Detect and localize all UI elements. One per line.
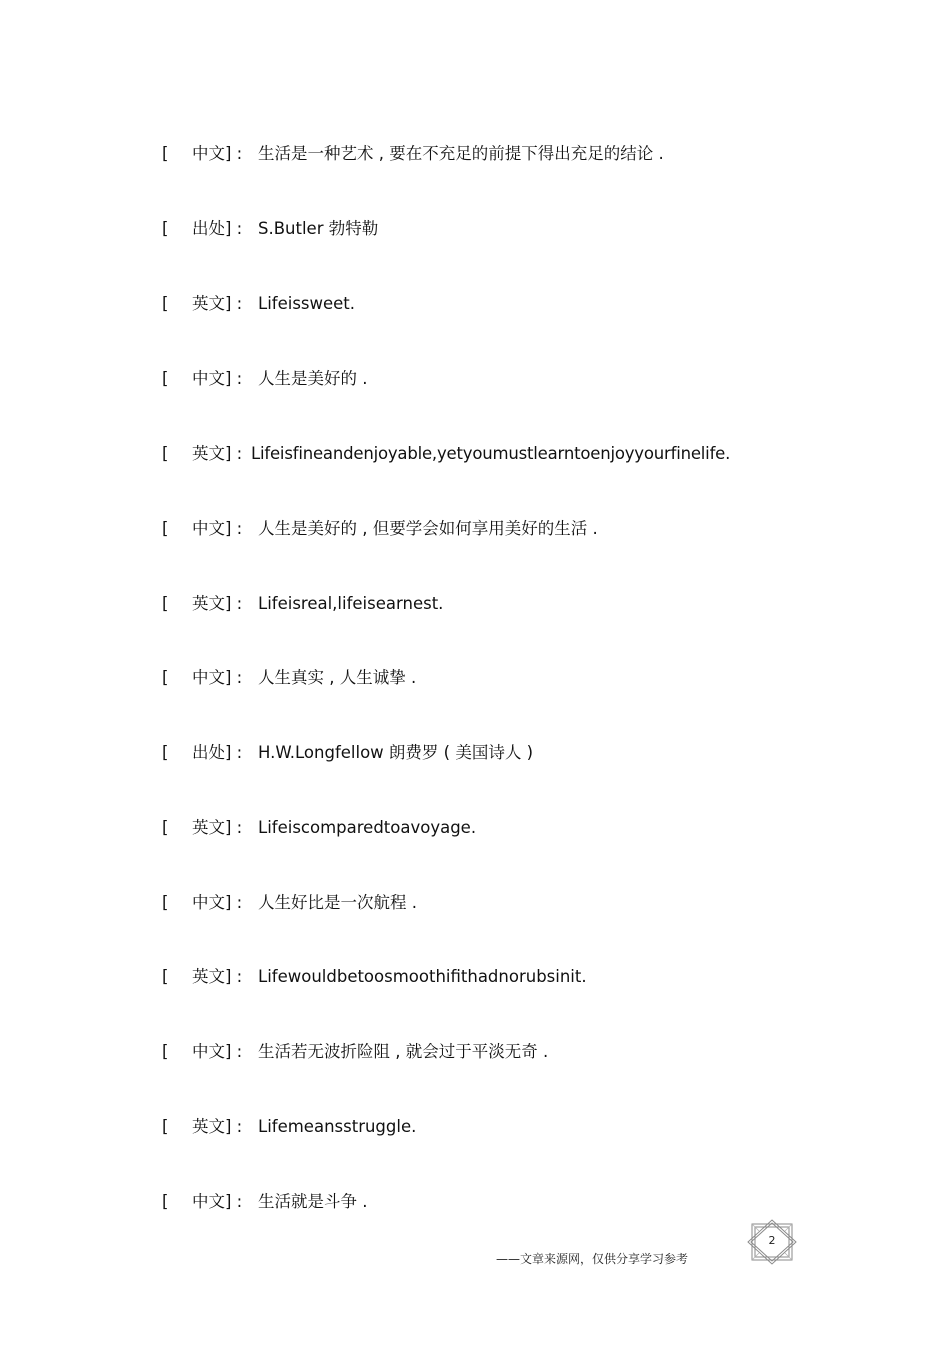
entry-row <box>0 589 950 619</box>
entry-bracket: [ <box>162 1192 169 1211</box>
entry-label: 英文] : <box>192 967 243 986</box>
entry-row <box>0 289 950 319</box>
entry-text: Lifewouldbetoosmoothifithadnorubsinit. <box>258 967 587 986</box>
entry-label: 中文] : <box>192 1192 243 1211</box>
entry-row <box>0 1187 950 1217</box>
entry-row <box>0 663 950 693</box>
entry-label: 英文] : <box>192 818 243 837</box>
entry-text: 人生是美好的 . <box>258 369 368 388</box>
entry-bracket: [ <box>162 144 169 163</box>
entry-row <box>0 888 950 918</box>
entry-bracket: [ <box>162 519 169 538</box>
entry-label: 中文] : <box>192 519 243 538</box>
entry-bracket: [ <box>162 743 169 762</box>
entry-label: 英文] : <box>192 444 243 463</box>
entry-label: 出处] : <box>192 743 243 762</box>
entry-text: H.W.Longfellow 朗费罗 ( 美国诗人 ) <box>258 743 534 762</box>
entry-row <box>0 364 950 394</box>
entry-row <box>0 139 950 169</box>
entry-label: 英文] : <box>192 1117 243 1136</box>
entry-bracket: [ <box>162 369 169 388</box>
entry-bracket: [ <box>162 893 169 912</box>
entry-label: 中文] : <box>192 893 243 912</box>
entry-bracket: [ <box>162 1042 169 1061</box>
entry-bracket: [ <box>162 818 169 837</box>
entry-bracket: [ <box>162 294 169 313</box>
entry-text: 生活是一种艺术 , 要在不充足的前提下得出充足的结论 . <box>258 144 664 163</box>
entry-bracket: [ <box>162 1117 169 1136</box>
entry-text: 人生好比是一次航程 . <box>258 893 417 912</box>
entry-bracket: [ <box>162 668 169 687</box>
entry-label: 中文] : <box>192 1042 243 1061</box>
entry-label: 英文] : <box>192 594 243 613</box>
entry-bracket: [ <box>162 967 169 986</box>
entry-text: 生活若无波折险阻 , 就会过于平淡无奇 . <box>258 1042 549 1061</box>
entry-text: Lifeisreal,lifeisearnest. <box>258 594 444 613</box>
entry-row <box>0 1112 950 1142</box>
entry-text: S.Butler 勃特勒 <box>258 219 379 238</box>
entry-row <box>0 514 950 544</box>
entry-bracket: [ <box>162 444 169 463</box>
entry-text: 人生是美好的 , 但要学会如何享用美好的生活 . <box>258 519 598 538</box>
entry-row <box>0 813 950 843</box>
entry-row <box>0 214 950 244</box>
footer-source-note: ——文章来源网，仅供分享学习参考 <box>496 1252 689 1266</box>
entry-label: 英文] : <box>192 294 243 313</box>
entry-bracket: [ <box>162 219 169 238</box>
entry-text: Lifeissweet. <box>258 294 356 313</box>
entry-text: Lifeiscomparedtoavoyage. <box>258 818 477 837</box>
page-number-badge <box>747 1219 797 1265</box>
entry-text: 生活就是斗争 . <box>258 1192 368 1211</box>
entry-label: 中文] : <box>192 668 243 687</box>
entry-label: 中文] : <box>192 369 243 388</box>
entry-bracket: [ <box>162 594 169 613</box>
entry-text: 人生真实 , 人生诚挚 . <box>258 668 417 687</box>
entry-row <box>0 439 950 469</box>
page-number: 2 <box>768 1234 776 1247</box>
entry-text: Lifemeansstruggle. <box>258 1117 417 1136</box>
entry-text: Lifeisfineandenjoyable,yetyoumustlearntoenjoyyourfinelife. <box>251 444 731 463</box>
entry-label: 出处] : <box>192 219 243 238</box>
entry-row <box>0 1037 950 1067</box>
entry-row <box>0 738 950 768</box>
entry-label: 中文] : <box>192 144 243 163</box>
entry-row <box>0 962 950 992</box>
